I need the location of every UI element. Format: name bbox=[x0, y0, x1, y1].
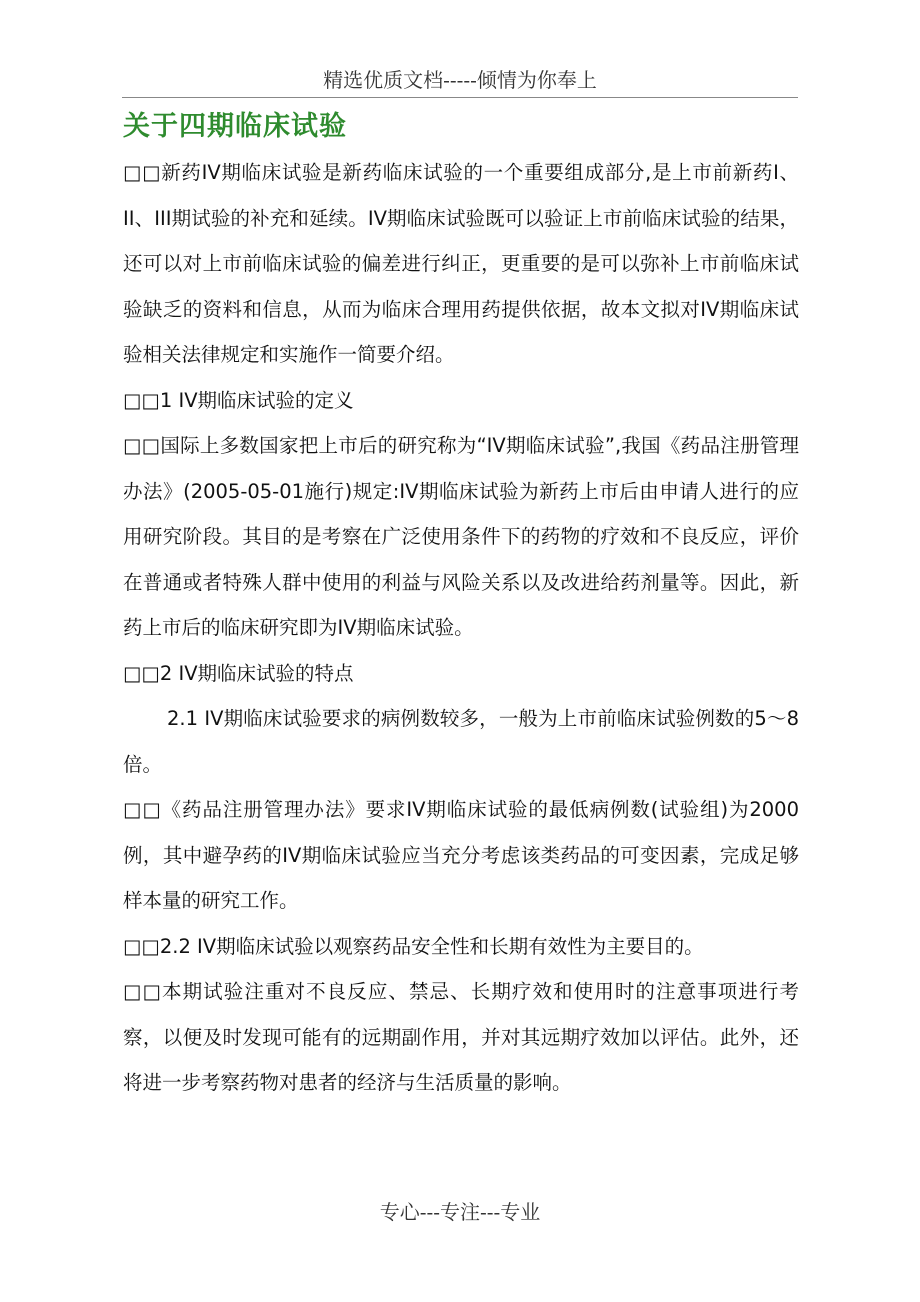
paragraph-definition: □□国际上多数国家把上市后的研究称为“IV期临床试验”,我国《药品注册管理办法》(2005-05-01施行)规定:IV期临床试验为新药上市后由申请人进行的应用研究阶段。其目的是考察在广泛使用条件下的药物的疗效和不良反应，评价在普通或者特殊人群中使用的利益与风险关系以及改进给药剂量等。因此，新药上市后的临床研究即为IV期临床试验。 bbox=[123, 434, 799, 639]
document-body bbox=[123, 150, 799, 1106]
page-header: 精选优质文档-----倾情为你奉上 bbox=[122, 64, 798, 98]
page-footer: 专心---专注---专业 bbox=[379, 1200, 541, 1224]
paragraph-regulation: □□《药品注册管理办法》要求IV期临床试验的最低病例数(试验组)为2000例，其中避孕药的IV期临床试验应当充分考虑该类药品的可变因素，完成足够样本量的研究工作。 bbox=[123, 798, 799, 912]
paragraph-focus: □□本期试验注重对不良反应、禁忌、长期疗效和使用时的注意事项进行考察，以便及时发现可能有的远期副作用，并对其远期疗效加以评估。此外，还将进一步考察药物对患者的经济与生活质量的影响。 bbox=[123, 980, 799, 1094]
paragraph-feature-2-2: □□2.2 IV期临床试验以观察药品安全性和长期有效性为主要目的。 bbox=[123, 934, 704, 958]
section-heading-definition: □□1 IV期临床试验的定义 bbox=[123, 388, 354, 412]
section-heading-features: □□2 IV期临床试验的特点 bbox=[123, 661, 354, 685]
document-title: 关于四期临床试验 bbox=[123, 111, 347, 142]
paragraph-intro: □□新药IV期临床试验是新药临床试验的一个重要组成部分,是上市前新药I、II、III期试验的补充和延续。IV期临床试验既可以验证上市前临床试验的结果，还可以对上市前临床试验的偏差进行纠正，更重要的是可以弥补上市前临床试验缺乏的资料和信息，从而为临床合理用药提供依据，故本文拟对IV期临床试验相关法律规定和实施作一简要介绍。 bbox=[123, 161, 799, 366]
paragraph-feature-2-1: 2.1 IV期临床试验要求的病例数较多，一般为上市前临床试验例数的5～8倍。 bbox=[123, 707, 799, 776]
